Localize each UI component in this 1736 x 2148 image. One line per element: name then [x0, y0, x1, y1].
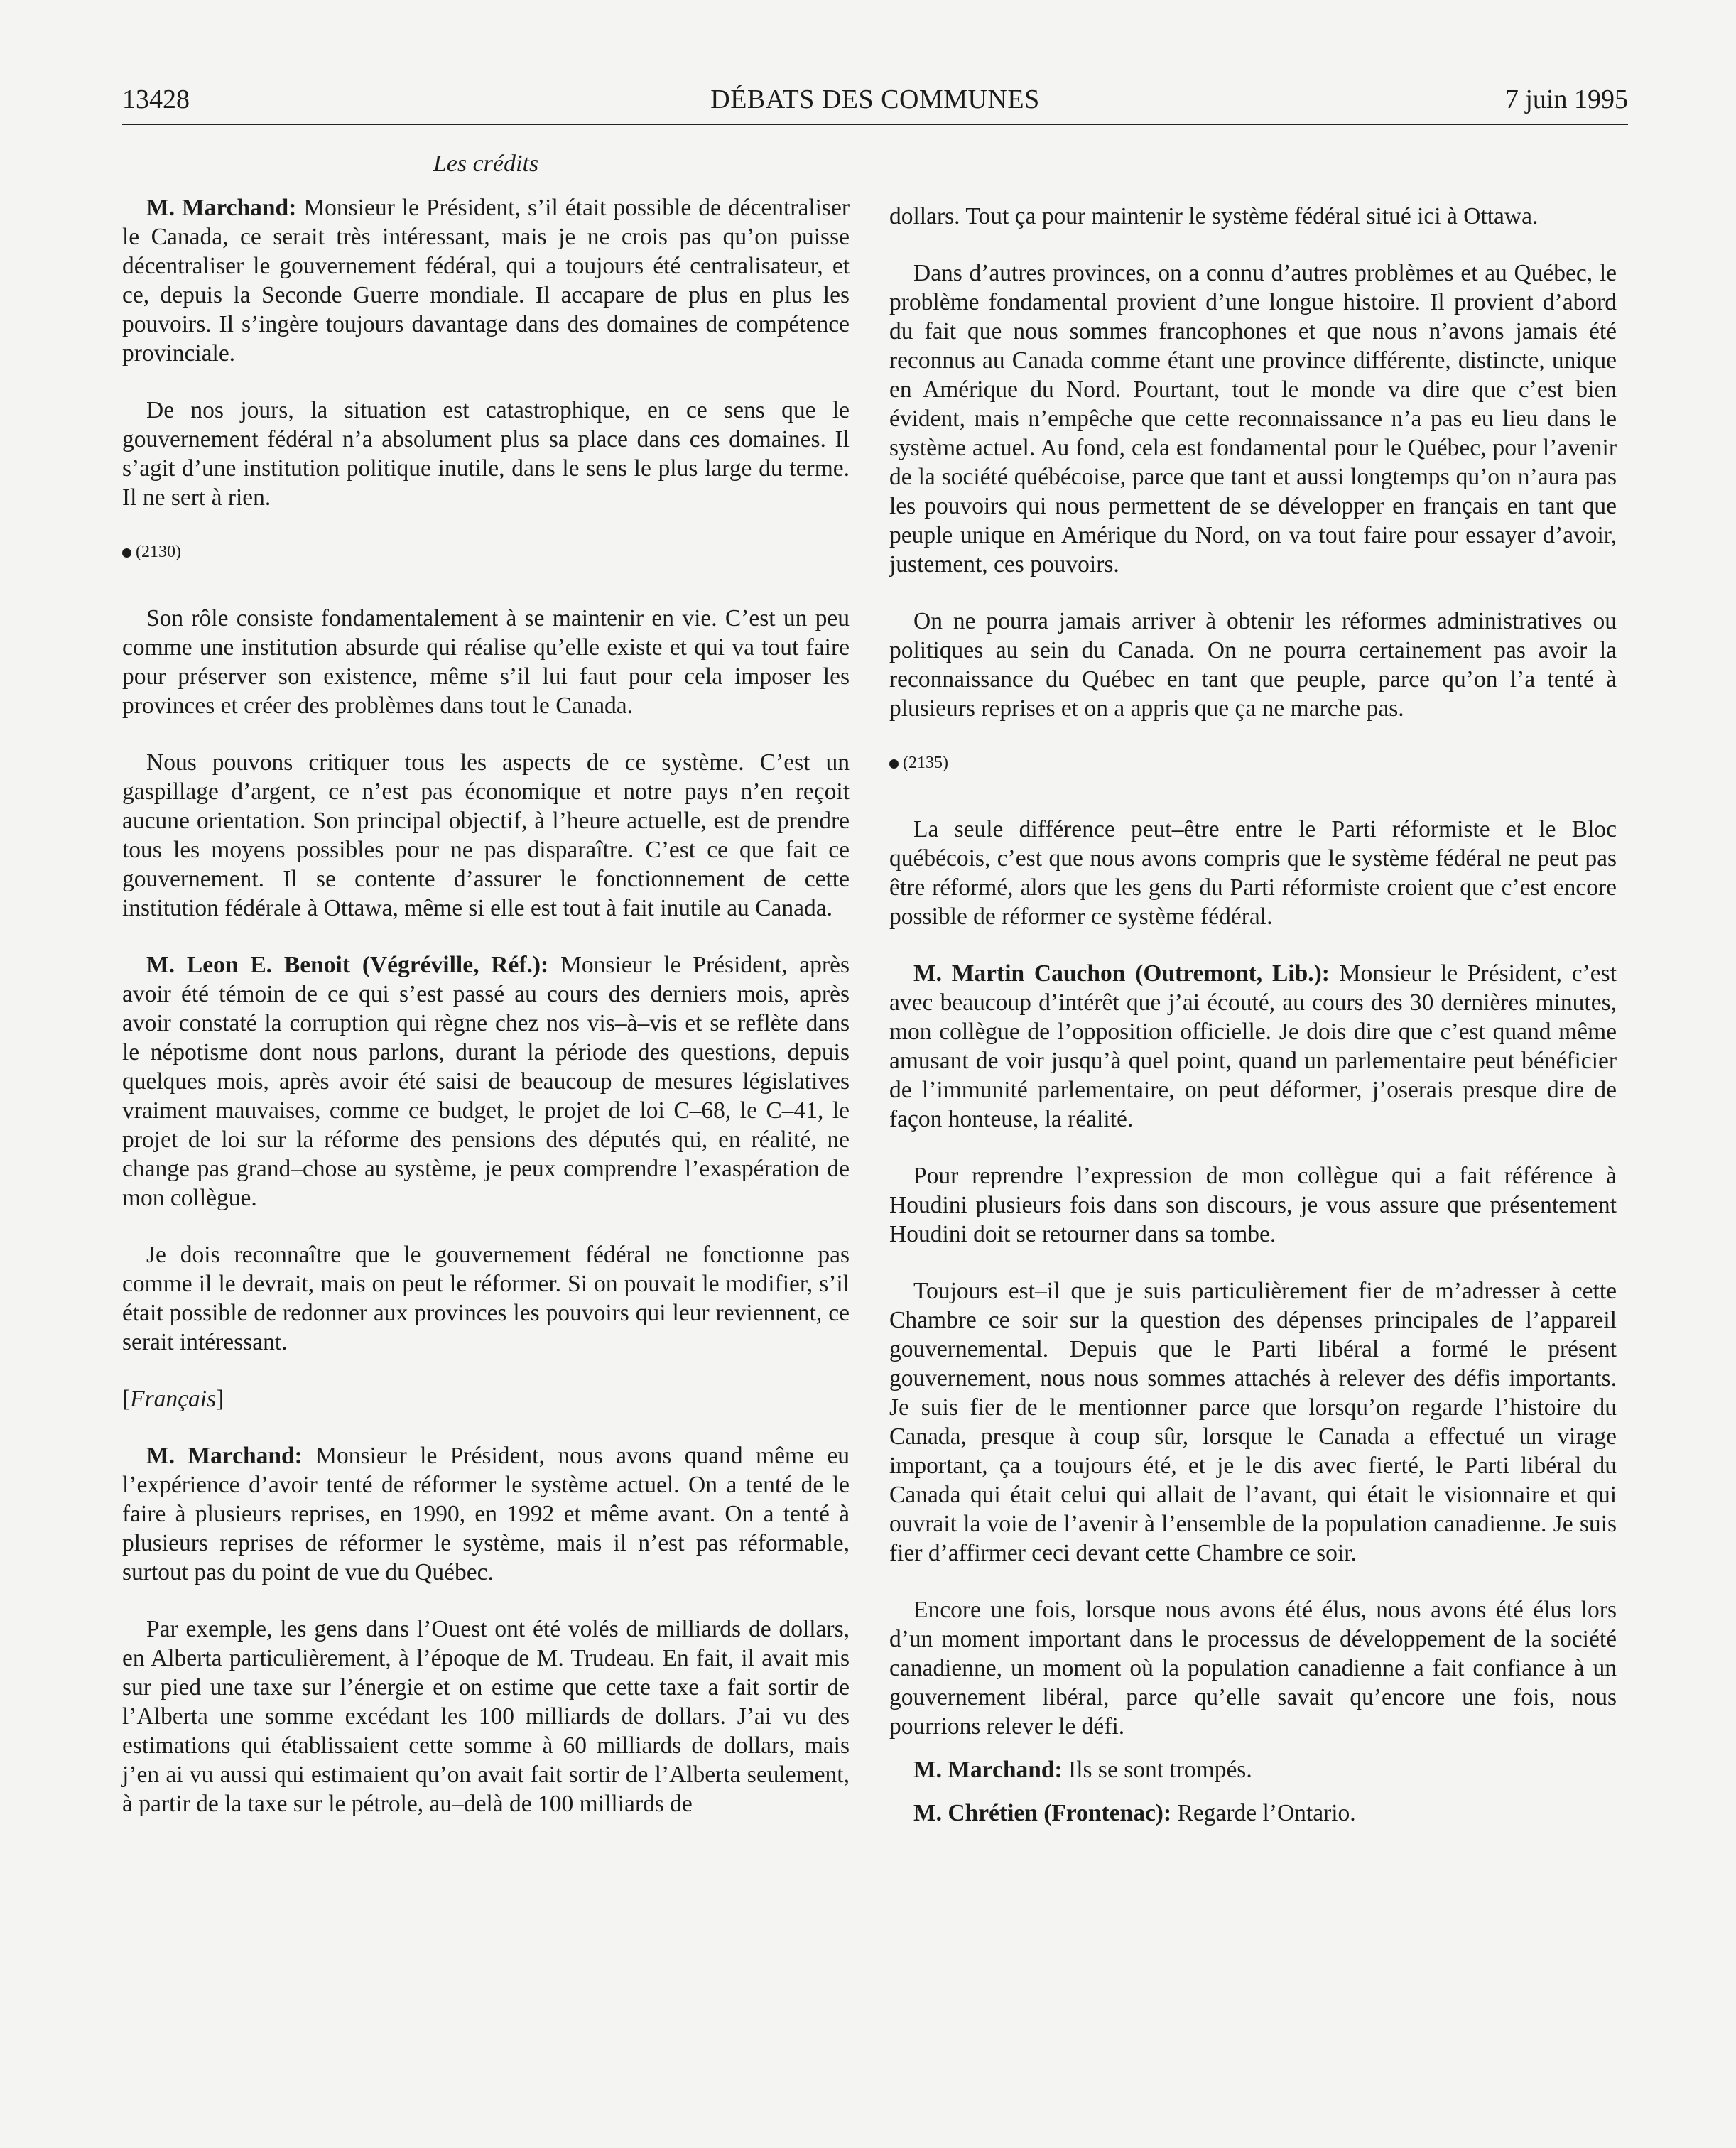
- paragraph: La seule différence peut–être entre le Parti réformiste et le Bloc québécois, c’est que nous avons compris que le système fédéral ne peut pas être réformé, alors que les gens du Parti réformiste croient que c’est encore possible de réformer ce système fédéral.: [889, 816, 1617, 930]
- paragraph: [122, 1441, 850, 1587]
- speaker-name: M. Martin Cauchon (Outremont, Lib.):: [913, 960, 1330, 987]
- speech-text: Regarde l’Ontario.: [1171, 1800, 1356, 1826]
- running-header: [122, 77, 1628, 122]
- header-date: 7 juin 1995: [1504, 85, 1628, 114]
- right-column: [889, 202, 1617, 1842]
- paragraph: dollars. Tout ça pour maintenir le système fédéral situé ici à Ottawa.: [889, 203, 1539, 229]
- language-name: Français: [130, 1386, 217, 1412]
- speech-text: Monsieur le Président, s’il était possible de décentraliser le Canada, ce serait très intéressant, mais je ne crois pas qu’on puisse décentraliser le gouvernement fédéral, qui a toujours été centralisateur, et ce, depuis la Seconde Guerre mondiale. Il accapare de plus en plus les pouvoirs. Il s’ingère toujours davantage dans des domaines de compétence provinciale.: [122, 195, 850, 367]
- header-rule: [122, 124, 1628, 125]
- paragraph: Son rôle consiste fondamentalement à se maintenir en vie. C’est un peu comme une institution absurde qui réalise qu’elle existe et qui va tout faire pour préserver son existence, même s’il lui faut pour cela imposer les provinces et créer des problèmes dans tout le Canada.: [122, 605, 850, 719]
- paragraph: Je dois reconnaître que le gouvernement fédéral ne fonctionne pas comme il le devrait, mais on peut le réformer. Si on pouvait le modifier, s’il était possible de redonner aux provinces les pouvoirs qui leur reviennent, ce serait intéressant.: [122, 1242, 850, 1355]
- paragraph: [122, 193, 850, 368]
- publication-title: DÉBATS DES COMMUNES: [710, 85, 1040, 114]
- speaker-name: M. Chrétien (Frontenac):: [913, 1800, 1172, 1826]
- time-marker: [122, 540, 850, 564]
- speaker-name: M. Leon E. Benoit (Végréville, Réf.):: [146, 952, 549, 978]
- time-marker-text: (2130): [136, 543, 181, 561]
- paragraph: Encore une fois, lorsque nous avons été élus, nous avons été élus lors d’un moment important dans le processus de développement de la société canadienne, un moment où la population canadienne a fait confiance à un gouvernement libéral, parce qu’elle savait qu’encore une fois, nous pourrions relever le défi.: [889, 1597, 1617, 1740]
- paragraph: Dans d’autres provinces, on a connu d’autres problèmes et au Québec, le problème fondamental provient d’une longue histoire. Il provient d’abord du fait que nous sommes francophones et que nous n’avons jamais été reconnus au Canada comme étant une province différente, distincte, unique en Amérique du Nord. Pourtant, tout le monde va dire que c’est bien évident, mais n’empêche que cette reconnaissance n’a pas eu lieu dans le système actuel. Au fond, cela est fondamental pour le Québec, pour l’avenir de la société québécoise, parce que tant et aussi longtemps qu’on n’aura pas les pouvoirs qui nous permettent de se développer en français en tant que peuple unique en Amérique du Nord, on va tout faire pour essayer d’avoir, justement, ces pouvoirs.: [889, 260, 1617, 577]
- paragraph: De nos jours, la situation est catastrophique, en ce sens que le gouvernement fédéral n’a absolument plus sa place dans ces domaines. Il s’agit d’une institution politique inutile, dans le sens le plus large du terme. Il ne sert à rien.: [122, 397, 850, 511]
- speech-text: Monsieur le Président, nous avons quand même eu l’expérience d’avoir tenté de réformer le système actuel. On a tenté de le faire à plusieurs reprises, en 1990, en 1992 et même avant. On a tenté à plusieurs reprises de réformer le système, mais il n’est pas réformable, surtout pas du point de vue du Québec.: [122, 1443, 850, 1585]
- paragraph: [889, 1755, 1617, 1784]
- left-column: [122, 149, 850, 1846]
- bullet-icon: [122, 548, 131, 558]
- speech-text: Monsieur le Président, après avoir été témoin de ce qui s’est passé au cours des derniers mois, après avoir constaté la corruption qui règne chez nos vis–à–vis et se reflète dans le népotisme dont nous parlons, durant la période des questions, depuis quelques mois, après avoir été saisi de beaucoup de mesures législatives vraiment mauvaises, comme ce budget, le projet de loi C–68, le C–41, le projet de loi sur la réforme des pensions des députés qui, en réalité, ne change pas grand–chose au système, je peux comprendre l’exaspération de mon collègue.: [122, 952, 850, 1211]
- paragraph: [889, 1799, 1617, 1828]
- time-marker: [889, 751, 1617, 775]
- time-marker-text: (2135): [903, 754, 948, 772]
- section-title: Les crédits: [433, 151, 539, 177]
- speaker-name: M. Marchand:: [913, 1757, 1063, 1783]
- speaker-name: M. Marchand:: [146, 1443, 303, 1469]
- paragraph: [122, 950, 850, 1213]
- paragraph: Pour reprendre l’expression de mon collègue qui a fait référence à Houdini plusieurs fois dans son discours, je vous assure que présentement Houdini doit se retourner dans sa tombe.: [889, 1163, 1617, 1247]
- paragraph: On ne pourra jamais arriver à obtenir les réformes administratives ou politiques au sein du Canada. On ne pourra certainement pas avoir la reconnaissance du Québec en tant que peuple, parce qu’on l’a tenté à plusieurs reprises et on a appris que ça ne marche pas.: [889, 608, 1617, 722]
- speaker-name: M. Marchand:: [146, 195, 297, 221]
- page-number: 13428: [122, 85, 190, 114]
- bullet-icon: [889, 759, 899, 769]
- speech-text: Monsieur le Président, c’est avec beaucoup d’intérêt que j’ai écouté, au cours des 30 dernières minutes, mon collègue de l’opposition officielle. Je dois dire que c’est quand même amusant de voir jusqu’à quel point, quand un parlementaire peut bénéficier de l’immunité parlementaire, on peut déformer, j’oserais presque dire de façon honteuse, la réalité.: [889, 960, 1617, 1132]
- paragraph: Toujours est–il que je suis particulièrement fier de m’adresser à cette Chambre ce soir sur la question des dépenses principales de l’appareil gouvernemental. Depuis que le Parti libéral a formé le présent gouvernement, nous nous sommes attachés à relever des défis importants. Je suis fier de le mentionner parce que lorsqu’on regarde l’histoire du Canada, presque à coup sûr, lorsque le Canada a effectué un virage important, ça a toujours été, et je le dis avec fierté, le Parti libéral du Canada qui était celui qui allait de l’avant, qui était le visionnaire et qui ouvrait la voie de l’avenir à l’ensemble de la population canadienne. Je suis fier d’affirmer ceci devant cette Chambre ce soir.: [889, 1278, 1617, 1566]
- paragraph: Par exemple, les gens dans l’Ouest ont été volés de milliards de dollars, en Alberta particulièrement, à l’époque de M. Trudeau. En fait, il avait mis sur pied une taxe sur l’énergie et on estime que cette taxe a fait sortir de l’Alberta une somme excédant les 100 milliards de dollars. J’ai vu des estimations qui établissaient cette somme à 60 milliards de dollars, mais j’en ai vu aussi qui estimaient qu’on avait fait sortir de l’Alberta seulement, à partir de la taxe sur le pétrole, au–delà de 100 milliards de: [122, 1616, 850, 1817]
- paragraph: Nous pouvons critiquer tous les aspects de ce système. C’est un gaspillage d’argent, ce n’est pas économique et notre pays n’en reçoit aucune orientation. Son principal objectif, à l’heure actuelle, est de prendre tous les moyens possibles pour ne pas disparaître. C’est ce que fait ce gouvernement. Il se contente d’assurer le fonctionnement de cette institution fédérale à Ottawa, même si elle est tout à fait inutile au Canada.: [122, 749, 850, 921]
- speech-text: Ils se sont trompés.: [1062, 1757, 1252, 1783]
- paragraph: [889, 959, 1617, 1134]
- language-label: [Français]: [122, 1386, 224, 1412]
